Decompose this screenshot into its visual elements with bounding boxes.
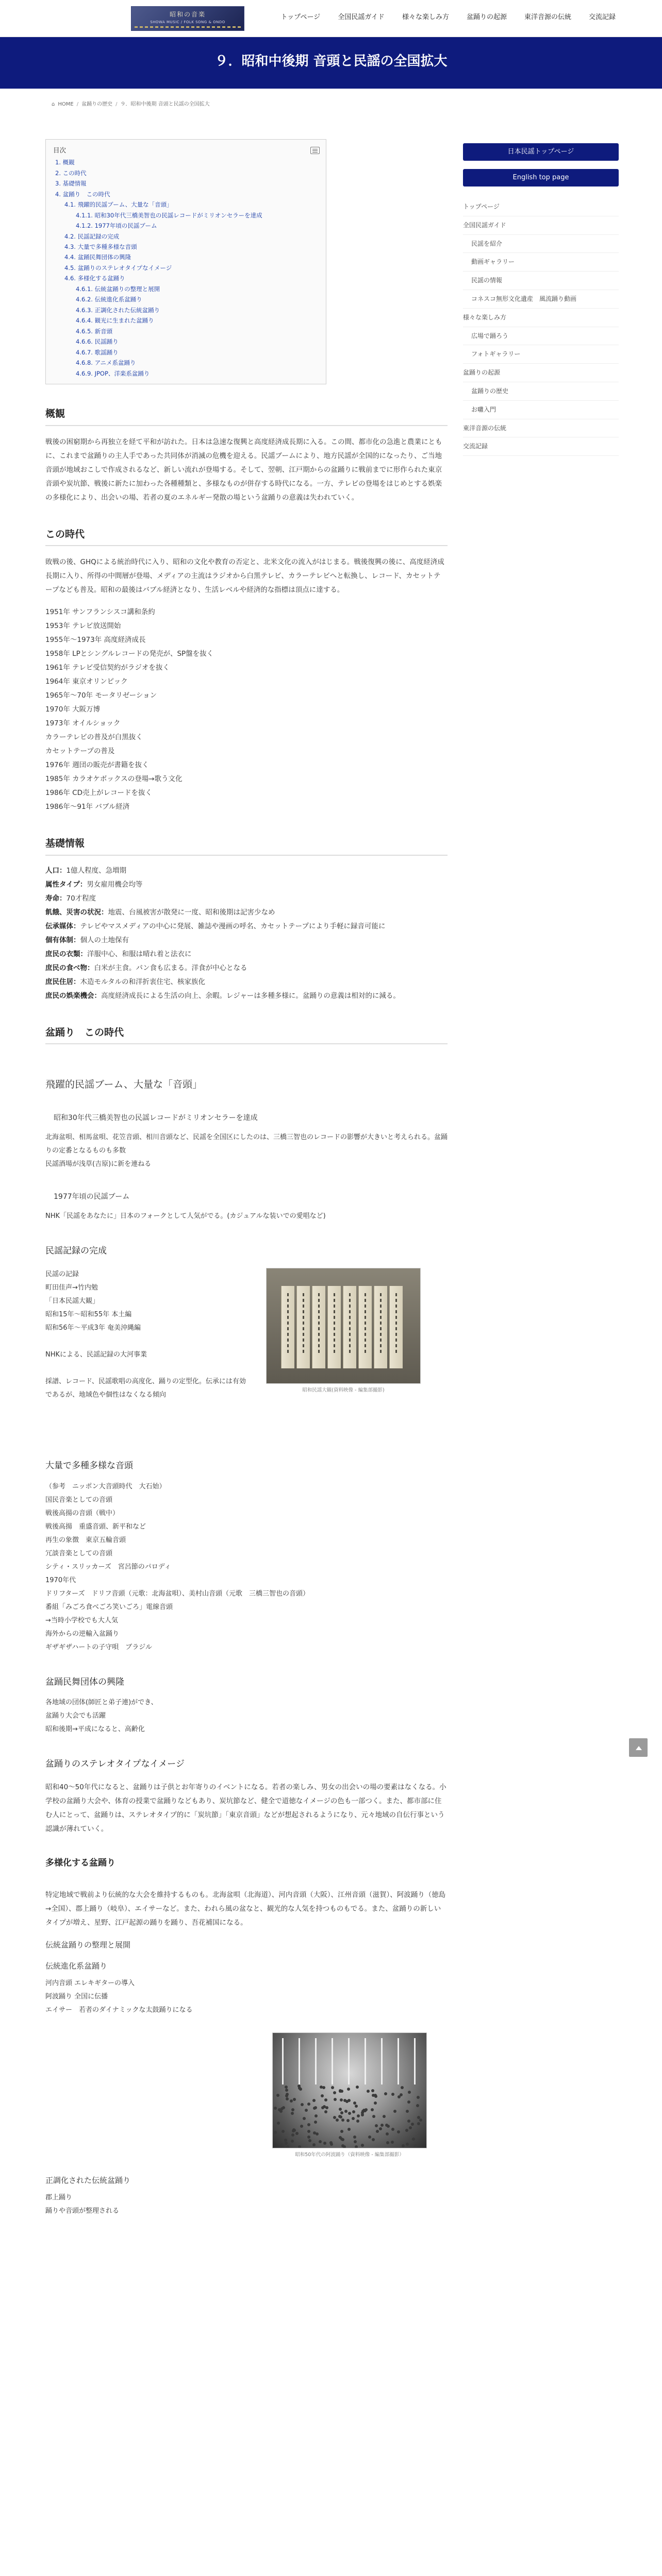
- tradition-evolved-heading: 伝統進化系盆踊り: [45, 1961, 108, 1971]
- fact-value: 地震、台風被害が散発に一度、昭和後期は記害少なめ: [108, 908, 275, 917]
- page-title: ９．昭和中後期 音頭と民謡の全国拡大: [214, 54, 448, 69]
- tradition-heading: 伝統盆踊りの整理と展開: [45, 1940, 131, 1950]
- folk-song-books-image: [266, 1268, 421, 1384]
- fact-value: 白米が主食。パン食も広まる。洋食が中心となる: [94, 963, 247, 972]
- toc-item[interactable]: 4.6.1. 伝統盆踊りの整理と展開: [76, 285, 160, 293]
- fact-value: 高度経済成長による生活の向上、余暇。レジャーは多種多様に。盆踊りの意義は相対的に減る。: [101, 991, 400, 1000]
- timeline-item: 1985年 カラオケボックスの登場→歌う文化: [45, 775, 183, 784]
- fact-item: 寿命：70才程度: [45, 894, 96, 903]
- scroll-to-top-button[interactable]: [629, 1738, 648, 1757]
- main-content: [45, 139, 448, 2218]
- sidebar-menu-item[interactable]: 盆踊りの起源: [463, 364, 619, 382]
- fact-label: 庶民の衣類: [45, 950, 80, 958]
- fact-value: 1億人程度、急増期: [66, 866, 127, 875]
- sidebar-menu-item[interactable]: 民謡の情報: [463, 272, 619, 290]
- text-line: 民謡酒場が浅草(吉原)に新を連ねる: [45, 1160, 152, 1168]
- fact-item: 人口：1億人程度、急増期: [45, 866, 127, 875]
- fact-item: 庶民の衣類：洋服中心、和服は晴れ着と法衣に: [45, 950, 192, 958]
- fact-value: 個人の土地保有: [80, 936, 129, 944]
- text-line: 北海盆唄、相馬盆唄、花笠音頭、相川音頭など、民謡を全国区にしたのは、三橋三智也のレコードの影響が大きいと考えられる。盆踊りの定番となるものも多数: [45, 1133, 448, 1155]
- sidebar-menu-item[interactable]: 全国民謡ガイド: [463, 216, 619, 235]
- text-line: ギザギザハートの子守唄 ブラジル: [45, 1643, 152, 1651]
- sidebar-menu-item[interactable]: コネスコ無形文化遺産 風流踊り動画: [463, 290, 619, 309]
- diversified-heading: 多様化する盆踊り: [45, 1857, 115, 1868]
- fact-value: 洋服中心、和服は晴れ着と法衣に: [87, 950, 192, 958]
- fact-item: 庶民の食べ物：白米が主食。パン食も広まる。洋食が中心となる: [45, 963, 247, 972]
- fact-label: 個有体制: [45, 936, 73, 944]
- text-line: 冗談音楽としての音頭: [45, 1549, 113, 1557]
- toc-item[interactable]: 4.6.5. 新音頭: [76, 327, 113, 335]
- record-lines: [45, 1268, 252, 1402]
- nav-origin[interactable]: 盆踊りの起源: [466, 13, 507, 21]
- text-line: 番組「みごろ食べごろ笑いごろ」電線音頭: [45, 1603, 173, 1611]
- fact-value: 70才程度: [66, 894, 96, 903]
- fact-item: 伝承媒体：テレビやマスメディアの中心に発展、雑誌や漫画の呼名、カセットテープにより手軽に録音可能に: [45, 922, 386, 930]
- logo-subtitle: SHOWA MUSIC / FOLK SONG & ONDO: [150, 20, 225, 24]
- text-line: NHKによる、民謡記録の大河事業: [45, 1351, 147, 1359]
- sidebar-menu-item[interactable]: 東洋音源の伝統: [463, 419, 619, 438]
- text-line: 採譜、レコード、民謡歌唱の高度化、踊りの定型化。伝承には有効であるが、地域色や個性はなくなる傾向: [45, 1378, 246, 1399]
- text-line: 国民音楽としての音頭: [45, 1496, 113, 1504]
- breadcrumb-current: ９．昭和中後期 音頭と民謡の全国拡大: [120, 101, 210, 107]
- text-line: [45, 1335, 252, 1348]
- toc-item[interactable]: 4.6.9. JPOP、洋楽系盆踊り: [76, 369, 150, 377]
- section-overview-heading: 概観: [45, 407, 448, 426]
- stereotype-text: 昭和40〜50年代になると、盆踊りは子供とお年寄りのイベントになる。若者の楽しみ、男女の出会いの場の要素はなくなる。小学校の盆踊り大会や、体育の授業で盆踊りなどもあり、炭坑節など、健全で道徳なイメージの色も一部つく。また、都市部に住む人にとって、盆踊りは、ステレオタイプ的に「炭坑節」「東京音頭」などが想起されるようになり、元々地域の自伝行事という認識が薄れていく。: [45, 1783, 446, 1833]
- toc-item[interactable]: 4.2. 民謡記録の完成: [64, 232, 120, 240]
- sidebar-menu-item[interactable]: 動画ギャラリー: [463, 253, 619, 272]
- fact-label: 飢餓、災害の状況: [45, 908, 101, 917]
- timeline-item: 1965年〜70年 モータリゼーション: [45, 691, 157, 700]
- sidebar-menu: [463, 198, 619, 456]
- breadcrumb-separator: /: [76, 101, 79, 107]
- section-bonodori-heading: 盆踊り この時代: [45, 1026, 448, 1045]
- toc-item[interactable]: 4.3. 大量で多種多様な音頭: [64, 243, 137, 250]
- timeline-item: 1958年 LPとシングルレコードの発売が、SP盤を抜く: [45, 650, 214, 658]
- toc-list: [53, 157, 320, 379]
- timeline-item: カラーテレビの普及が白黒抜く: [45, 733, 143, 742]
- site-logo[interactable]: [131, 6, 244, 31]
- crowd-figure-caption: 昭和50年代の阿波踊り（資料映像 - 編集部撮影）: [295, 2152, 404, 2158]
- english-top-button[interactable]: English top page: [463, 169, 619, 187]
- fact-item: 属性タイプ：男女雇用機会均等: [45, 880, 143, 889]
- nav-enjoy[interactable]: 様々な楽しみ方: [402, 13, 449, 21]
- mitsuhashi-lines: [45, 1131, 448, 1171]
- boom-heading: 飛躍的民謡ブーム、大量な「音頭」: [45, 1079, 203, 1091]
- timeline-item: カセットテープの普及: [45, 747, 115, 756]
- top-navigation: [280, 11, 616, 24]
- record-heading: 民謡記録の完成: [45, 1245, 107, 1256]
- fact-item: 庶民の娯楽機会：高度経済成長による生活の向上、余暇。レジャーは多種多様に。盆踊りの意義は相対的に減る。: [45, 991, 400, 1000]
- toc-item[interactable]: 4. 盆踊り この時代: [55, 190, 110, 198]
- sidebar-menu-item[interactable]: 様々な楽しみ方: [463, 309, 619, 327]
- fact-label: 伝承媒体: [45, 922, 73, 930]
- boom77-lines: [45, 1210, 448, 1223]
- text-line: 民謡の記録: [45, 1270, 79, 1279]
- toc-item[interactable]: 4.1. 飛躍的民謡ブーム、大量な「音頭」: [64, 201, 173, 209]
- japanese-top-button[interactable]: 日本民謡トップページ: [463, 143, 619, 161]
- sidebar-menu-item[interactable]: 盆踊りの歴史: [463, 382, 619, 401]
- toc-item[interactable]: 4.1.1. 昭和30年代三橋美智也の民謡レコードがミリオンセラーを達成: [76, 211, 262, 219]
- timeline-item: 1970年 大阪万博: [45, 705, 101, 714]
- timeline-item: 1951年 サンフランシスコ講和条約: [45, 608, 155, 617]
- breadcrumb-home[interactable]: HOME: [58, 101, 74, 107]
- sidebar: [463, 143, 619, 456]
- timeline-item: 1986年〜91年 バブル経済: [45, 803, 130, 811]
- text-line: ドリフターズ ドリフ音頭（元歌：北海盆唄）、美村山音頭（元歌 三橋三智也の音頭）: [45, 1589, 309, 1598]
- overview-text: 戦後の困窮期から再独立を経て平和が訪れた。日本は急速な復興と高度経済成長期に入る。この間、都市化の急進と農業にともに、これまで盆踊りの主人手であった共同体が消滅の危機を迎える。民謡ブームにより、地方民謡が全国的になったり、ご当地音頭が地域おこしで作成されるなど、新しい流れが登場する。そして、翌朝、江戸期からの盆踊りに戦前までに形作られた東京音頭や炭坑節、戦後に新たに加わった各種種類と、多様なものが併存する時代になる。一方、テレビの登場をはじめとする娯楽の多様化により、出会いの場、若者の夏のエネルギー発散の場という盆踊りの意義は失われていく。: [45, 437, 442, 502]
- dance-group-lines: [45, 1696, 448, 1736]
- text-line: 昭和15年〜昭和55年 本土編: [45, 1311, 132, 1319]
- text-line: シティ・スリッカーズ 宮呂節のパロディ: [45, 1563, 171, 1571]
- text-line: 盆踊り大会でも活躍: [45, 1712, 106, 1720]
- nav-exchange[interactable]: 交流記録: [588, 13, 616, 21]
- timeline-item: 1976年 週団の販売が書籍を抜く: [45, 761, 149, 770]
- toc-toggle-icon[interactable]: [310, 147, 320, 154]
- crowd-figure: [272, 2032, 427, 2159]
- ondo-heading: 大量で多種多様な音頭: [45, 1461, 133, 1471]
- toc-title: 目次: [53, 146, 67, 154]
- text-line: 戦後高揚の音頭（戦中）: [45, 1509, 120, 1517]
- toc-item[interactable]: 4.5. 盆踊りのステレオタイプなイメージ: [64, 264, 172, 272]
- timeline-item: 1955年〜1973年 高度経済成長: [45, 636, 146, 645]
- dance-group-heading: 盆踊民舞団体の興隆: [45, 1676, 124, 1687]
- timeline-item: 1973年 オイルショック: [45, 719, 121, 728]
- text-line: 「日本民謡大観」: [45, 1297, 100, 1306]
- fact-value: 木造モルタルの和洋折衷住宅、核家族化: [80, 977, 205, 986]
- text-line: 再生の象徴 東京五輪音頭: [45, 1536, 126, 1544]
- fact-label: 庶民の食べ物: [45, 963, 87, 972]
- text-line: 町田佳声→竹内勉: [45, 1284, 98, 1292]
- fact-label: 庶民住居: [45, 977, 73, 986]
- fact-item: 飢餓、災害の状況：地震、台風被害が散発に一度、昭和後期は記害少なめ: [45, 908, 275, 917]
- mitsuhashi-heading: 昭和30年代三橋美智也の民謡レコードがミリオンセラーを達成: [54, 1113, 258, 1122]
- toc-item[interactable]: 4.6.4. 観光に生まれた盆踊り: [76, 317, 154, 325]
- nav-top[interactable]: トップページ: [280, 13, 321, 21]
- section-era-heading: この時代: [45, 528, 448, 547]
- toc-item[interactable]: 4.6.7. 歌謡踊り: [76, 348, 119, 356]
- text-line: 各地域の団体(師匠と弟子連)ができ、: [45, 1699, 158, 1707]
- fact-label: 寿命: [45, 894, 59, 903]
- diversified-text: 特定地域で戦前より伝統的な大会を維持するものも。北海盆唄（北海道）、河内音頭（大阪）、江州音頭（滋賀）、阿波踊り（徳島→全国）、郡上踊り（岐阜）、エイサーなど。また、われら風の盆なと、観光的な人気を持つものもでる。また、盆踊りの新しいタイプが増え、星野、江戸起源の踊りを踊り、吾花補国になる。: [45, 1891, 446, 1927]
- text-line: 踊りや音頭が整理される: [45, 2207, 120, 2215]
- record-figure-caption: 昭和民謡大観(資料映像 - 編集部撮影): [302, 1387, 385, 1394]
- home-icon: ⌂: [52, 101, 55, 107]
- toc-item[interactable]: 4.1.2. 1977年頃の民謡ブーム: [76, 222, 157, 230]
- toc-item[interactable]: 3. 基礎情報: [55, 180, 87, 188]
- sidebar-menu-item[interactable]: 交流記録: [463, 437, 619, 456]
- toc-item[interactable]: 4.6.2. 伝統進化系盆踊り: [76, 296, 142, 303]
- text-line: [45, 1362, 252, 1375]
- toc-item[interactable]: 2. この時代: [55, 169, 87, 177]
- timeline-item: 1961年 テレビ受信契約がラジオを抜く: [45, 664, 170, 672]
- fact-item: 個有体制：個人の土地保有: [45, 936, 129, 944]
- text-line: 阿波踊り 全国に伝播: [45, 1993, 108, 2001]
- text-line: 戦後高揚 重盛音頭、新平和など: [45, 1522, 146, 1531]
- table-of-contents: [45, 139, 326, 384]
- era-text: 敗戦の後、GHQによる統治時代に入り、昭和の文化や教育の否定と、北米文化の流入がはじまる。戦後復興の後に、高度経済成長期に入り、所得の中間層が登場、メディアの主流はラジオから白黒テレビ、カラーテレビへと転換し、レコード、カセットテープなども普及。昭和の最後はバブル経済となり、生活レベルや経済的な指標は頂点に達する。: [45, 558, 444, 595]
- fact-label: 人口: [45, 866, 59, 875]
- toc-item[interactable]: 4.6.8. アニメ系盆踊り: [76, 359, 136, 367]
- section-basic-heading: 基礎情報: [45, 837, 448, 856]
- text-line: 1970年代: [45, 1576, 76, 1584]
- timeline-item: 1986年 CD売上がレコードを抜く: [45, 789, 152, 798]
- stereotype-heading: 盆踊りのステレオタイプなイメージ: [45, 1759, 185, 1770]
- nav-folk-guide[interactable]: 全国民謡ガイド: [338, 13, 385, 21]
- sidebar-menu-item[interactable]: 広場で踊ろう: [463, 327, 619, 346]
- text-line: 昭和後期→平成になると、高齢化: [45, 1725, 145, 1734]
- fact-label: 属性タイプ: [45, 880, 80, 889]
- site-header: [0, 0, 662, 37]
- basic-facts-list: [45, 864, 448, 1003]
- text-line: →当時小学校でも大人気: [45, 1616, 118, 1624]
- text-line: NHK「民謡をあなたに」日本のフォークとして人気がでる。(カジュアルな装いでの愛唱など): [45, 1212, 326, 1220]
- festival-crowd-image: [272, 2032, 427, 2148]
- fact-value: 男女雇用機会均等: [87, 880, 143, 889]
- tradition-evolved-lines: [45, 1977, 448, 2017]
- timeline-item: 1964年 東京オリンピック: [45, 677, 128, 686]
- sidebar-menu-item[interactable]: フォトギャラリー: [463, 345, 619, 364]
- timeline-list: [45, 605, 448, 814]
- page-banner: [0, 37, 662, 89]
- fact-label: 庶民の娯楽機会: [45, 991, 94, 1000]
- toc-item[interactable]: 4.6. 多様化する盆踊り: [64, 275, 125, 282]
- text-line: 昭和56年〜平成3年 奄美沖縄編: [45, 1324, 141, 1332]
- text-line: 河内音頭 エレキギターの導入: [45, 1979, 135, 1988]
- fact-item: 庶民住居：木造モルタルの和洋折衷住宅、核家族化: [45, 977, 205, 986]
- breadcrumb-history[interactable]: 盆踊りの歴史: [81, 101, 113, 107]
- breadcrumb-separator: /: [115, 101, 118, 107]
- formal-heading: 正調化された伝統盆踊り: [45, 2175, 131, 2185]
- toc-item[interactable]: 4.6.3. 正調化された伝統盆踊り: [76, 306, 160, 314]
- logo-title: 昭和の音楽: [169, 11, 206, 18]
- formal-lines: [45, 2191, 448, 2218]
- record-figure: [266, 1268, 421, 1394]
- text-line: （参考 ニッポン大音頭時代 大石始）: [45, 1482, 166, 1490]
- fact-value: テレビやマスメディアの中心に発展、雑誌や漫画の呼名、カセットテープにより手軽に録音可能に: [80, 922, 386, 930]
- timeline-item: 1953年 テレビ放送開始: [45, 622, 121, 631]
- sidebar-menu-item[interactable]: お囃入門: [463, 401, 619, 419]
- sidebar-menu-item[interactable]: トップページ: [463, 198, 619, 216]
- text-line: 海外からの逆輸入盆踊り: [45, 1630, 120, 1638]
- toc-item[interactable]: 4.4. 盆踊民舞団体の興隆: [64, 253, 131, 261]
- text-line: 郡上踊り: [45, 2194, 73, 2202]
- breadcrumb: [52, 101, 210, 108]
- logo-ornament: [135, 26, 241, 28]
- toc-item[interactable]: 1. 概観: [55, 159, 75, 166]
- boom77-heading: 1977年頃の民謡ブーム: [54, 1192, 130, 1201]
- toc-item[interactable]: 4.6.6. 民謡踊り: [76, 338, 119, 346]
- ondo-lines: [45, 1480, 448, 1654]
- text-line: エイサー 若者のダイナミックな太鼓踊りになる: [45, 2006, 193, 2014]
- sidebar-menu-item[interactable]: 民謡を紹介: [463, 235, 619, 253]
- nav-tradition[interactable]: 東洋音源の伝統: [524, 13, 571, 21]
